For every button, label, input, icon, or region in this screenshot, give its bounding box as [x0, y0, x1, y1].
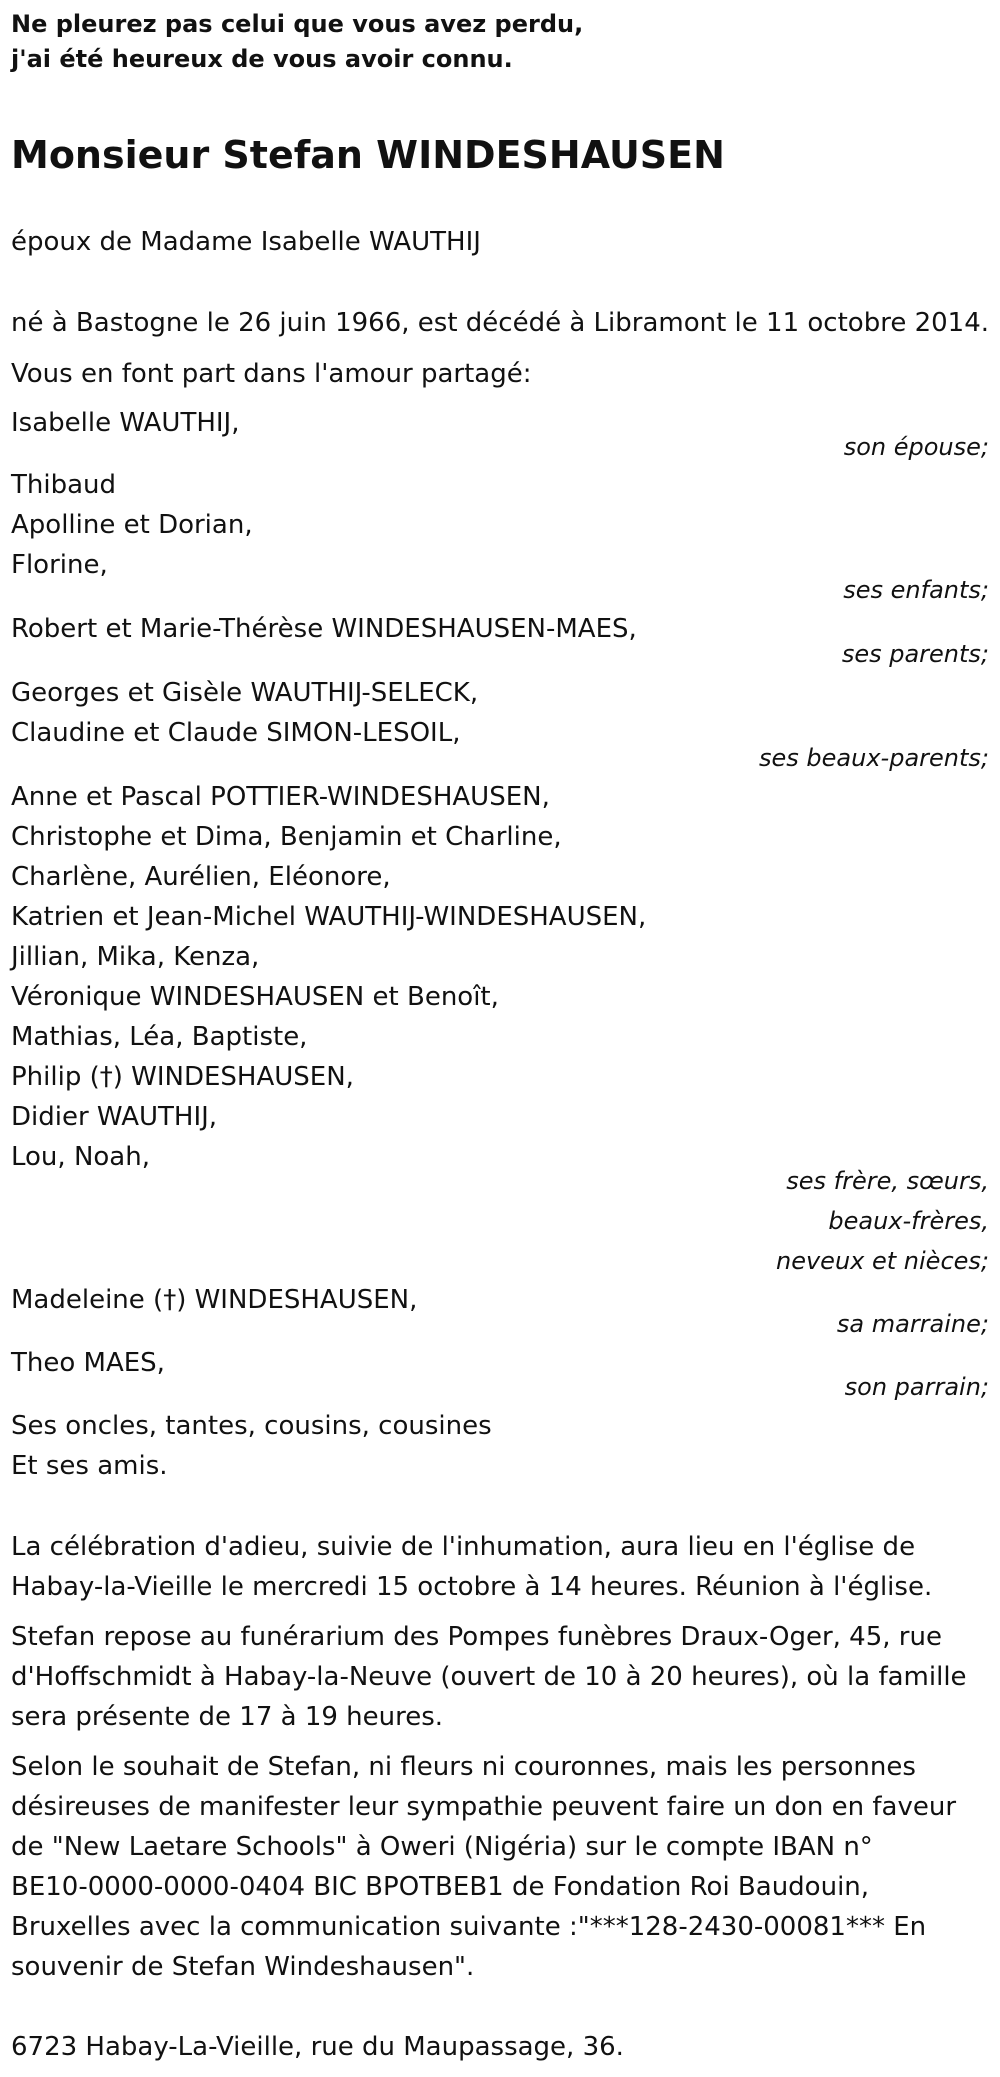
donation-line: désireuses de manifester leur sympathie peuvent faire un don en faveur — [11, 1792, 957, 1822]
ceremony-paragraph — [11, 1527, 991, 1607]
sibling-line: Jillian, Mika, Kenza, — [11, 942, 260, 972]
donation-line: souvenir de Stefan Windeshausen". — [11, 1952, 475, 1982]
donation-paragraph — [11, 1747, 991, 1987]
in-laws-role: ses beaux-parents; — [759, 744, 989, 772]
sibling-line: Lou, Noah, — [11, 1142, 150, 1172]
address-line: 6723 Habay-La-Vieille, rue du Maupassage, 36. — [11, 2032, 624, 2062]
sibling-line: Anne et Pascal POTTIER-WINDESHAUSEN, — [11, 782, 550, 812]
sibling-line: Charlène, Aurélien, Eléonore, — [11, 862, 391, 892]
donation-line: Bruxelles avec la communication suivante :"***128-2430-00081*** En — [11, 1912, 927, 1942]
others-line: Ses oncles, tantes, cousins, cousines — [11, 1411, 492, 1441]
announcement-line: Vous en font part dans l'amour partagé: — [11, 359, 532, 389]
godfather-role: son parrain; — [844, 1373, 989, 1401]
sibling-line: Philip (†) WINDESHAUSEN, — [11, 1062, 354, 1092]
parents-names: Robert et Marie-Thérèse WINDESHAUSEN-MAES, — [11, 614, 637, 644]
others-line: Et ses amis. — [11, 1451, 168, 1481]
child-name: Apolline et Dorian, — [11, 510, 253, 540]
birth-death-line: né à Bastogne le 26 juin 1966, est décédé à Libramont le 11 octobre 2014. — [11, 308, 990, 338]
godmother-name: Madeleine (†) WINDESHAUSEN, — [11, 1285, 418, 1315]
spouse-line: époux de Madame Isabelle WAUTHIJ — [11, 227, 481, 257]
child-name: Florine, — [11, 550, 108, 580]
child-name: Thibaud — [11, 470, 117, 500]
donation-line: de "New Laetare Schools" à Oweri (Nigéria) sur le compte IBAN n° — [11, 1832, 873, 1862]
in-law-name: Claudine et Claude SIMON-LESOIL, — [11, 718, 461, 748]
sibling-line: Didier WAUTHIJ, — [11, 1102, 218, 1132]
sibling-line: Christophe et Dima, Benjamin et Charline, — [11, 822, 562, 852]
funeral-home-line: d'Hoffschmidt à Habay-la-Neuve (ouvert de 10 à 20 heures), où la famille — [11, 1662, 967, 1692]
funeral-home-line: sera présente de 17 à 19 heures. — [11, 1702, 444, 1732]
deceased-name: Monsieur Stefan WINDESHAUSEN — [11, 133, 725, 177]
donation-line: Selon le souhait de Stefan, ni fleurs ni couronnes, mais les personnes — [11, 1752, 916, 1782]
children-role: ses enfants; — [843, 576, 989, 604]
siblings-role: beaux-frères, — [828, 1207, 989, 1235]
sibling-line: Véronique WINDESHAUSEN et Benoît, — [11, 982, 499, 1012]
parents-role: ses parents; — [841, 640, 989, 668]
donation-line: BE10-0000-0000-0404 BIC BPOTBEB1 de Fondation Roi Baudouin, — [11, 1872, 870, 1902]
siblings-role: ses frère, sœurs, — [786, 1167, 989, 1195]
godfather-name: Theo MAES, — [11, 1348, 165, 1378]
spouse-name: Isabelle WAUTHIJ, — [11, 408, 240, 438]
ceremony-line: La célébration d'adieu, suivie de l'inhumation, aura lieu en l'église de — [11, 1532, 916, 1562]
sibling-line: Mathias, Léa, Baptiste, — [11, 1022, 308, 1052]
ceremony-line: Habay-la-Vieille le mercredi 15 octobre à 14 heures. Réunion à l'église. — [11, 1572, 933, 1602]
verse-line-2: j'ai été heureux de vous avoir connu. — [11, 45, 513, 73]
in-law-name: Georges et Gisèle WAUTHIJ-SELECK, — [11, 678, 479, 708]
verse-line-1: Ne pleurez pas celui que vous avez perdu, — [11, 10, 584, 38]
siblings-role: neveux et nièces; — [776, 1247, 989, 1275]
spouse-role: son épouse; — [843, 433, 989, 461]
sibling-line: Katrien et Jean-Michel WAUTHIJ-WINDESHAUSEN, — [11, 902, 647, 932]
funeral-home-paragraph — [11, 1617, 991, 1737]
godmother-role: sa marraine; — [836, 1310, 989, 1338]
funeral-home-line: Stefan repose au funérarium des Pompes funèbres Draux-Oger, 45, rue — [11, 1622, 942, 1652]
